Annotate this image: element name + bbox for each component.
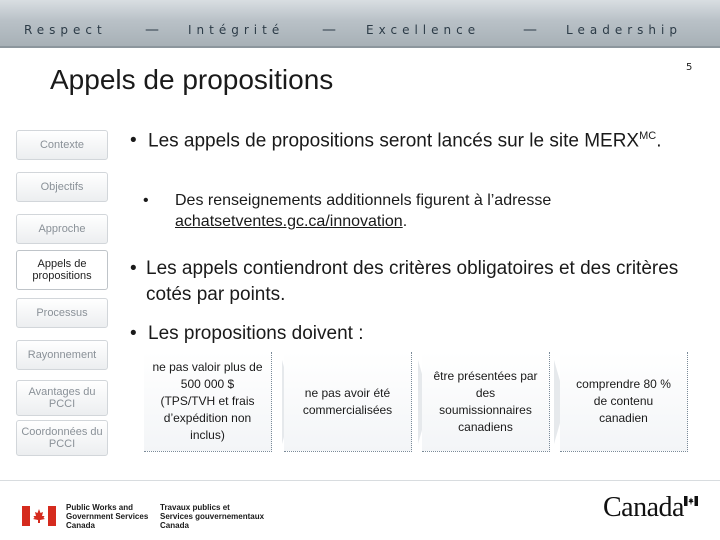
bullet-dot: •	[130, 258, 137, 279]
trademark-sup: MC	[639, 130, 657, 142]
requirement-box-commercialized	[284, 352, 412, 452]
bullet-proposals-text: Les propositions doivent :	[148, 323, 364, 344]
requirement-box-canadian-content	[560, 352, 688, 452]
bullet-merx	[130, 124, 690, 153]
values-banner	[0, 0, 720, 48]
dept-en-line: Public Works and	[66, 503, 133, 512]
slide-number: 5	[686, 62, 693, 73]
bullet-merx-text: Les appels de propositions seront lancés sur le site MERX	[148, 130, 640, 152]
banner-separator: —	[145, 22, 159, 38]
nav-tab-appels-de-propositions[interactable]: Appels de propositions	[16, 250, 108, 290]
dept-fr-line: Travaux publics et	[160, 503, 230, 512]
requirement-text: comprendre 80 % de contenu canadien	[576, 377, 671, 425]
banner-value-excellence: Excellence	[366, 23, 481, 37]
requirement-box-canadian-bidders	[422, 352, 550, 452]
sub-bullet-info	[143, 190, 695, 232]
bullet-dot: •	[130, 130, 137, 152]
requirement-text: être présentées par des soumissionnaires canadiens	[433, 368, 538, 434]
nav-tab-coordonnees-du-pcci[interactable]: Coordonnées du PCCI	[16, 420, 108, 456]
banner-separator: —	[523, 22, 537, 38]
requirement-text: ne pas avoir été commercialisées	[302, 385, 393, 417]
dept-fr-line: Canada	[160, 521, 189, 530]
bullet-criteria	[130, 256, 710, 308]
banner-value-respect: Respect	[24, 23, 107, 37]
bullet-merx-end: .	[656, 130, 662, 152]
requirement-box-value	[144, 352, 272, 452]
dept-fr-line: Services gouvernementaux	[160, 512, 265, 521]
nav-tab-contexte[interactable]: Contexte	[16, 130, 108, 160]
bullet-criteria-text: Les appels contiendront des critères obligatoires et des critères cotés par points.	[146, 258, 679, 305]
canada-wordmark: Canada	[603, 492, 684, 523]
bullet-dot: •	[130, 323, 137, 344]
department-name-fr	[160, 503, 264, 530]
department-name-en	[66, 503, 148, 530]
innovation-link[interactable]: achatsetventes.gc.ca/innovation	[175, 213, 403, 230]
nav-tab-processus[interactable]: Processus	[16, 298, 108, 328]
page-title: Appels de propositions	[50, 64, 334, 95]
wordmark-flag-icon	[684, 496, 698, 506]
nav-tab-approche[interactable]: Approche	[16, 214, 108, 244]
banner-value-integrite: Intégrité	[188, 23, 285, 37]
banner-separator: —	[322, 22, 336, 38]
requirement-text: ne pas valoir plus de 500 000 $ (TPS/TVH et frais d’expédition non inclus)	[152, 360, 263, 442]
bullet-dot: •	[143, 192, 149, 209]
bullet-proposals	[130, 322, 710, 346]
sub-bullet-info-end: .	[402, 213, 408, 230]
banner-value-leadership: Leadership	[566, 23, 682, 37]
nav-tab-rayonnement[interactable]: Rayonnement	[16, 340, 108, 370]
canada-flag-icon	[22, 506, 56, 526]
footer-divider	[0, 480, 720, 481]
nav-tab-avantages-du-pcci[interactable]: Avantages du PCCI	[16, 380, 108, 416]
nav-tab-objectifs[interactable]: Objectifs	[16, 172, 108, 202]
dept-en-line: Canada	[66, 521, 95, 530]
sub-bullet-info-text: Des renseignements additionnels figurent à l’adresse	[175, 192, 552, 209]
dept-en-line: Government Services	[66, 512, 149, 521]
